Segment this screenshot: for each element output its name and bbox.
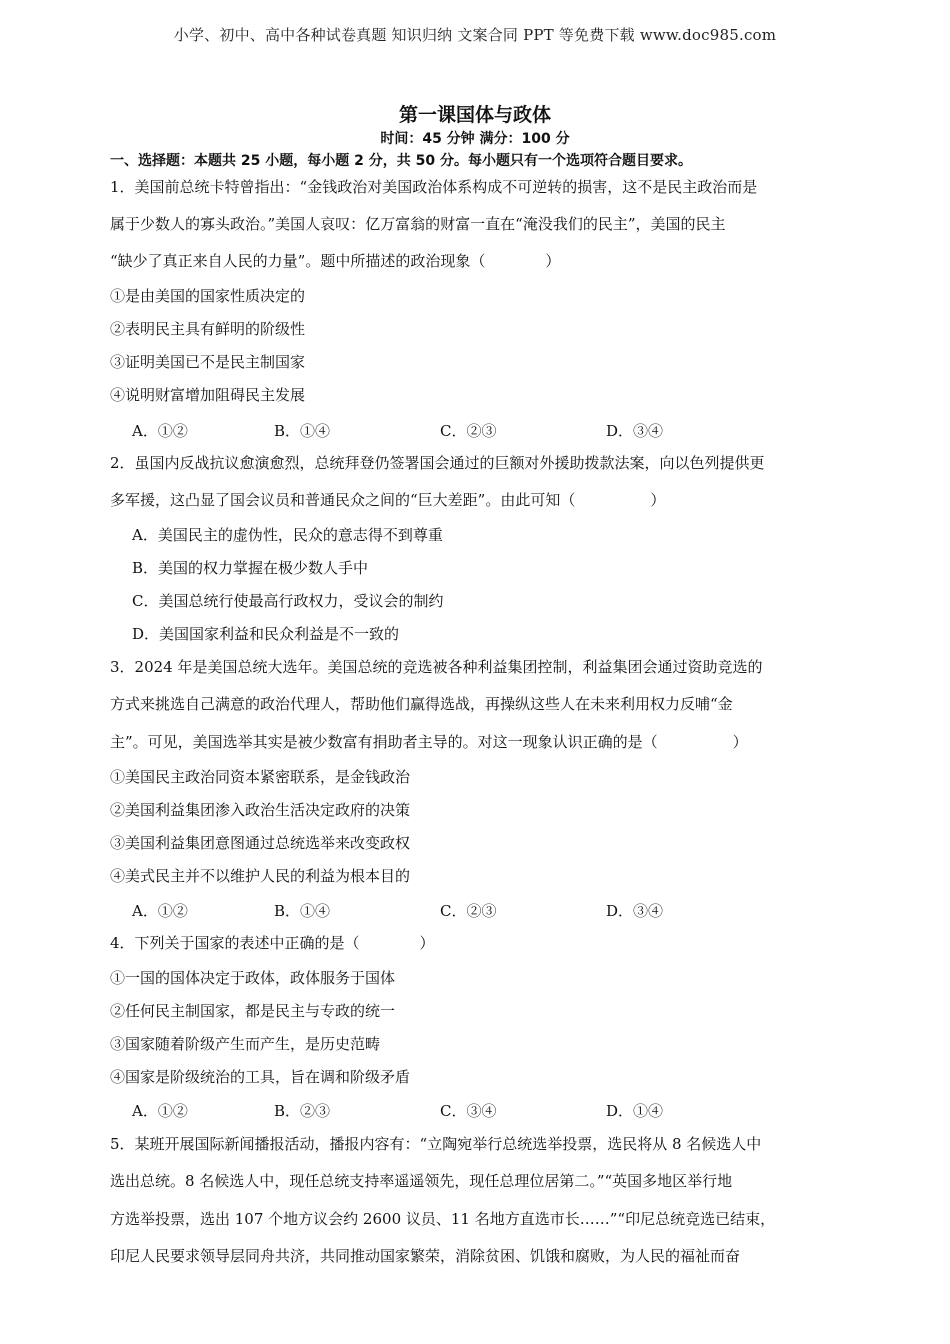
- q3-option-a: A．①②: [132, 902, 188, 920]
- q4-option-a: A．①②: [132, 1102, 188, 1120]
- q1-option-d: D．③④: [606, 422, 664, 440]
- q5-stem-line: 5．某班开展国际新闻播报活动，播报内容有：“立陶宛举行总统选举投票，选民将从 8 名候选人中: [110, 1135, 762, 1153]
- q5-stem-line: 方选举投票，选出 107 个地方议会约 2600 议员、11 名地方直选市长……”“印尼总统竞选已结束，: [110, 1210, 776, 1228]
- q5-stem-line: 印尼人民要求领导层同舟共济，共同推动国家繁荣，消除贫困、饥饿和腐败，为人民的福祉而奋: [110, 1247, 741, 1265]
- q4-item: ②任何民主制国家，都是民主与专政的统一: [110, 1002, 396, 1020]
- q3-stem-line: 3．2024 年是美国总统大选年。美国总统的竞选被各种利益集团控制，利益集团会通过资助竞选的: [110, 658, 763, 676]
- q2-option-b: B．美国的权力掌握在极少数人手中: [132, 559, 369, 577]
- section-heading: 一、选择题：本题共 25 小题，每小题 2 分，共 50 分。每小题只有一个选项符合题目要求。: [110, 153, 692, 169]
- q3-item: ②美国利益集团渗入政治生活决定政府的决策: [110, 801, 411, 819]
- q1-option-a: A．①②: [132, 422, 188, 440]
- q2-stem-line: 2．虽国内反战抗议愈演愈烈，总统拜登仍签署国会通过的巨额对外援助拨款法案，向以色列提供更: [110, 454, 765, 472]
- q2-stem-line: 多军援，这凸显了国会议员和普通民众之间的“巨大差距”。由此可知（ ）: [110, 491, 666, 509]
- q3-option-c: C．②③: [440, 902, 497, 920]
- q1-stem-line: 属于少数人的寡头政治。”美国人哀叹：亿万富翁的财富一直在“淹没我们的民主”，美国的民主: [110, 215, 726, 233]
- q1-item: ④说明财富增加阻碍民主发展: [110, 386, 306, 404]
- exam-info: 时间：45 分钟 满分：100 分: [380, 131, 570, 147]
- q2-option-c: C．美国总统行使最高行政权力，受议会的制约: [132, 592, 444, 610]
- q3-item: ①美国民主政治同资本紧密联系，是金钱政治: [110, 768, 411, 786]
- q1-item: ③证明美国已不是民主制国家: [110, 353, 306, 371]
- page-title: 第一课国体与政体: [398, 104, 551, 126]
- q5-stem-line: 选出总统。8 名候选人中，现任总统支持率遥遥领先，现任总理位居第二。”“英国多地区举行地: [110, 1172, 733, 1190]
- q1-stem-line: “缺少了真正来自人民的力量”。题中所描述的政治现象（ ）: [110, 252, 561, 270]
- q3-option-d: D．③④: [606, 902, 664, 920]
- page-header: 小学、初中、高中各种试卷真题 知识归纳 文案合同 PPT 等免费下载 www.doc985.com: [173, 26, 777, 44]
- q3-stem-line: 方式来挑选自己满意的政治代理人，帮助他们赢得选战，再操纵这些人在未来利用权力反哺“金: [110, 695, 733, 713]
- q4-option-c: C．③④: [440, 1102, 497, 1120]
- q3-item: ③美国利益集团意图通过总统选举来改变政权: [110, 834, 411, 852]
- q4-option-b: B．②③: [274, 1102, 331, 1120]
- q4-item: ④国家是阶级统治的工具，旨在调和阶级矛盾: [110, 1068, 411, 1086]
- q4-item: ③国家随着阶级产生而产生，是历史范畴: [110, 1035, 381, 1053]
- q1-item: ②表明民主具有鲜明的阶级性: [110, 320, 306, 338]
- q3-item: ④美式民主并不以维护人民的利益为根本目的: [110, 867, 411, 885]
- q2-option-d: D．美国国家利益和民众利益是不一致的: [132, 625, 400, 643]
- q3-stem-line: 主”。可见，美国选举其实是被少数富有捐助者主导的。对这一现象认识正确的是（ ）: [110, 733, 748, 751]
- q2-option-a: A．美国民主的虚伪性，民众的意志得不到尊重: [132, 526, 443, 544]
- q1-option-b: B．①④: [274, 422, 331, 440]
- q1-option-c: C．②③: [440, 422, 497, 440]
- q1-item: ①是由美国的国家性质决定的: [110, 287, 306, 305]
- q4-stem-line: 4．下列关于国家的表述中正确的是（ ）: [110, 934, 435, 952]
- q3-option-b: B．①④: [274, 902, 331, 920]
- q1-stem-line: 1．美国前总统卡特曾指出：“金钱政治对美国政治体系构成不可逆转的损害，这不是民主政治而是: [110, 178, 758, 196]
- q4-item: ①一国的国体决定于政体，政体服务于国体: [110, 969, 396, 987]
- q4-option-d: D．①④: [606, 1102, 664, 1120]
